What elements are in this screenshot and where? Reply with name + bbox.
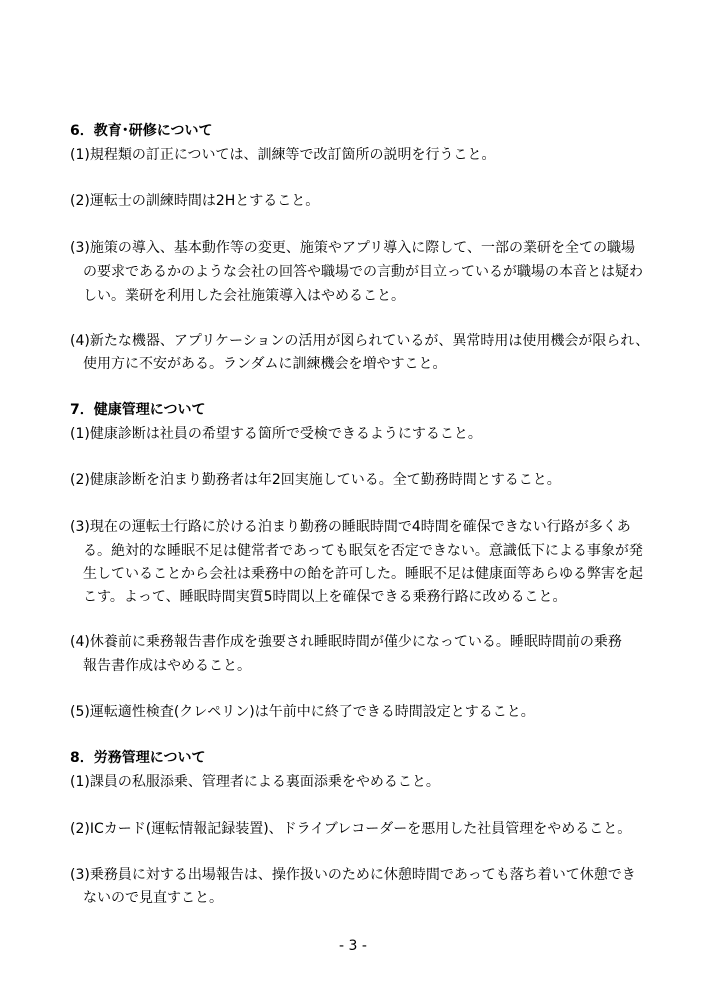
section-7-item-5: (5)運転適性検査(クレペリン)は午前中に終了できる時間設定とすること。 bbox=[70, 704, 535, 720]
section-8-item-1: (1)課員の私服添乗、管理者による裏面添乗をやめること。 bbox=[70, 774, 440, 790]
section-8-item-3-line-2: ないので見直すこと。 bbox=[83, 890, 223, 906]
section-7-item-4-line-2: 報告書作成はやめること。 bbox=[83, 658, 251, 674]
section-6-item-2: (2)運転士の訓練時間は2Hとすること。 bbox=[70, 193, 320, 209]
section-6-item-1: (1)規程類の訂正については、訓練等で改訂箇所の説明を行うこと。 bbox=[70, 147, 496, 163]
section-7-heading: 7．健康管理について bbox=[70, 402, 206, 418]
section-6-heading: 6．教育･研修について bbox=[70, 123, 213, 139]
section-8-item-2: (2)ICカード(運転情報記録装置)、ドライブレコーダーを悪用した社員管理をやめること。 bbox=[70, 821, 632, 837]
section-8-heading: 8．労務管理について bbox=[70, 750, 206, 766]
section-7-item-1: (1)健康診断は社員の希望する箇所で受検できるようにすること。 bbox=[70, 426, 482, 442]
page-number: - 3 - bbox=[339, 938, 367, 954]
section-6-item-3-line-1: (3)施策の導入、基本動作等の変更、施策やアプリ導入に際して、一部の業研を全ての職場 bbox=[70, 240, 635, 256]
section-6-item-3-line-3: しい。業研を利用した会社施策導入はやめること。 bbox=[83, 288, 405, 304]
section-8-item-3-line-1: (3)乗務員に対する出場報告は、操作扱いのために休憩時間であっても落ち着いて休憩でき bbox=[70, 867, 636, 883]
section-7-item-3-line-2: る。絶対的な睡眠不足は健常者であっても眠気を否定できない。意識低下による事象が発 bbox=[83, 543, 643, 559]
section-7-item-3-line-3: 生していることから会社は乗務中の飴を許可した。睡眠不足は健康面等あらゆる弊害を起 bbox=[83, 566, 643, 582]
section-7-item-3-line-1: (3)現在の運転士行路に於ける泊まり勤務の睡眠時間で4時間を確保できない行路が多くあ bbox=[70, 519, 631, 535]
section-7-item-2: (2)健康診断を泊まり勤務者は年2回実施している。全て勤務時間とすること。 bbox=[70, 472, 561, 488]
section-6-item-3-line-2: の要求であるかのような会社の回答や職場での言動が目立っているが職場の本音とは疑わ bbox=[83, 264, 643, 280]
section-6-item-4-line-2: 使用方に不安がある。ランダムに訓練機会を増やすこと。 bbox=[83, 356, 447, 372]
section-7-item-4-line-1: (4)休養前に乗務報告書作成を強要され睡眠時間が僅少になっている。睡眠時間前の乗務 bbox=[70, 634, 622, 650]
section-6-item-4-line-1: (4)新たな機器、アプリケーションの活用が図られているが、異常時用は使用機会が限られ、 bbox=[70, 333, 650, 349]
section-7-item-3-line-4: こす。よって、睡眠時間実質5時間以上を確保できる乗務行路に改めること。 bbox=[83, 589, 567, 605]
